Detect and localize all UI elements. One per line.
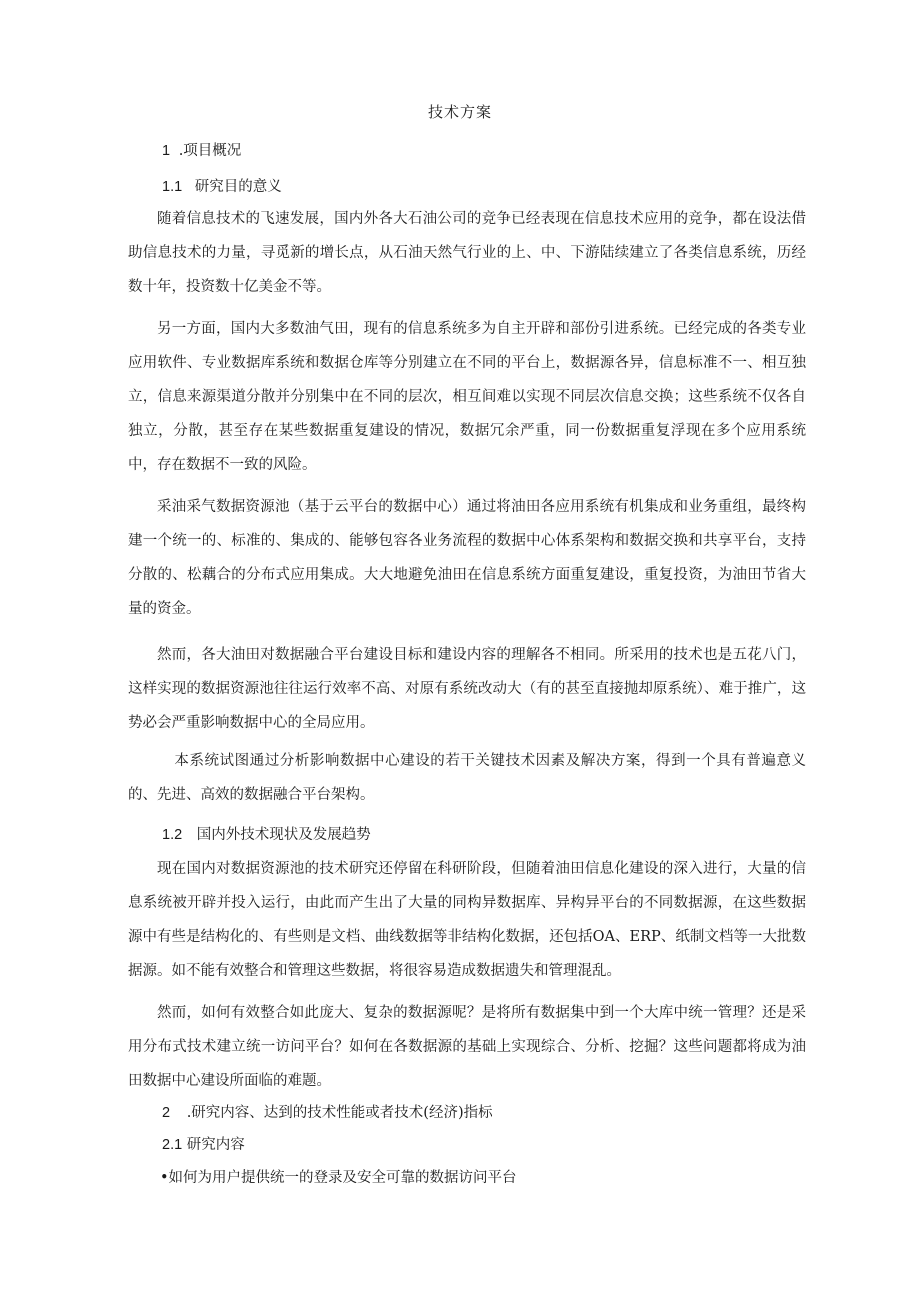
section-number: 1.1 — [162, 179, 183, 195]
paragraph-3: 采油采气数据资源池（基于云平台的数据中心）通过将油田各应用系统有机集成和业务重组，最终构建一个统一的、标准的、集成的、能够包容各业务流程的数据中心体系架构和数据交换和共享平台，支持分散的、松藕合的分布式应用集成。大大地避免油田在信息系统方面重复建设，重复投资，为油田节省大量的资金。 — [128, 499, 806, 617]
section-label: .研究内容、达到的技术性能或者技术(经济)指标 — [186, 1105, 493, 1121]
section-number: 1 — [162, 143, 171, 159]
section-label: 国内外技术现状及发展趋势 — [196, 827, 371, 843]
section-number: 2.1 — [162, 1137, 183, 1153]
section-1-heading — [162, 139, 241, 160]
section-label: 研究内容 — [186, 1137, 245, 1153]
section-number: 2 — [162, 1105, 171, 1121]
paragraph-7: 然而，如何有效整合如此庞大、复杂的数据源呢？是将所有数据集中到一个大库中统一管理？还是采用分布式技术建立统一访问平台？如何在各数据源的基础上实现综合、分析、挖掘？这些问题都将成为油田数据中心建设所面临的难题。 — [128, 1005, 806, 1089]
section-label: .项目概况 — [178, 143, 242, 159]
paragraph-6: 现在国内对数据资源池的技术研究还停留在科研阶段，但随着油田信息化建设的深入进行，大量的信息系统被开辟并投入运行，由此而产生出了大量的同构异数据库、异构异平台的不同数据源，在这些数据源中有些是结构化的、有些则是文档、曲线数据等非结构化数据，还包括OA、ERP、纸制文档等一大批数据源。如不能有效整合和管理这些数据，将很容易造成数据遗失和管理混乱。 — [128, 861, 806, 979]
document-title: 技术方案 — [427, 103, 492, 121]
section-2-heading — [162, 1101, 493, 1122]
section-2-1-heading — [162, 1133, 245, 1154]
paragraph-5: 本系统试图通过分析影响数据中心建设的若干关键技术因素及解决方案，得到一个具有普遍意义的、先进、高效的数据融合平台架构。 — [128, 753, 806, 803]
paragraph-4: 然而，各大油田对数据融合平台建设目标和建设内容的理解各不相同。所采用的技术也是五花八门，这样实现的数据资源池往往运行效率不高、对原有系统改动大（有的甚至直接抛却原系统）、难于推广，这势必会严重影响数据中心的全局应用。 — [128, 647, 806, 731]
section-label: 研究目的意义 — [194, 179, 282, 195]
paragraph-2: 另一方面，国内大多数油气田，现有的信息系统多为自主开辟和部份引进系统。已经完成的各类专业应用软件、专业数据库系统和数据仓库等分别建立在不同的平台上，数据源各异，信息标准不一、相互独立，信息来源渠道分散并分别集中在不同的层次，相互间难以实现不同层次信息交换；这些系统不仅各自独立，分散，甚至存在某些数据重复建设的情况，数据冗余严重，同一份数据重复浮现在多个应用系统中，存在数据不一致的风险。 — [128, 321, 806, 473]
paragraph-1: 随着信息技术的飞速发展，国内外各大石油公司的竞争已经表现在信息技术应用的竞争，都在设法借助信息技术的力量，寻觅新的增长点，从石油天然气行业的上、中、下游陆续建立了各类信息系统，历经数十年，投资数十亿美金不等。 — [128, 211, 806, 295]
bullet-item: •如何为用户提供统一的登录及安全可靠的数据访问平台 — [160, 1170, 517, 1186]
section-number: 1.2 — [162, 827, 183, 843]
section-1-1-heading — [162, 175, 282, 196]
section-1-2-heading — [162, 823, 371, 844]
